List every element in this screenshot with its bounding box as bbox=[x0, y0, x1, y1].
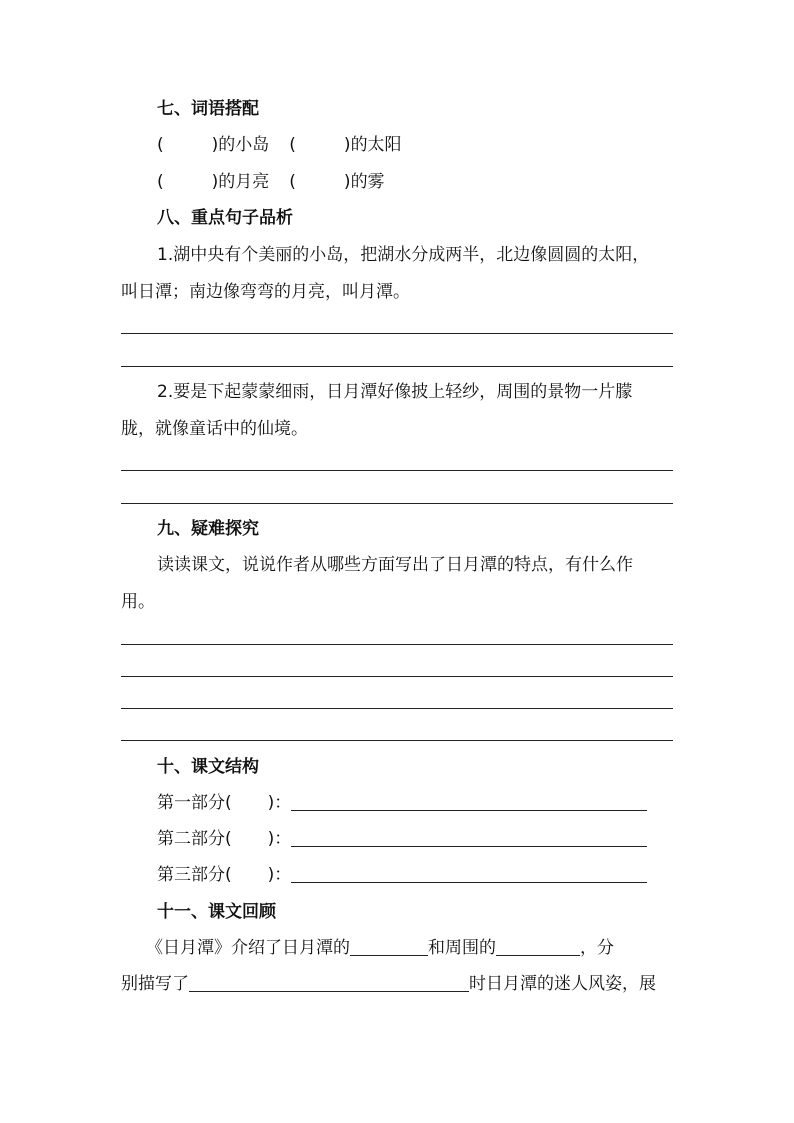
review-text: 《日月潭》介绍了日月潭的 bbox=[146, 938, 350, 958]
section-11-title: 十一、课文回顾 bbox=[157, 902, 276, 922]
answer-blank-line[interactable] bbox=[350, 937, 428, 956]
section-7-title: 七、词语搭配 bbox=[157, 99, 259, 119]
answer-blank-line[interactable] bbox=[189, 973, 469, 992]
answer-line[interactable] bbox=[121, 333, 673, 334]
paren-close: ) bbox=[211, 172, 219, 192]
section-8-title: 八、重点句子品析 bbox=[157, 208, 293, 228]
paren-open: ( bbox=[289, 135, 296, 155]
paren-open: ( bbox=[289, 172, 296, 192]
word-text: 的月亮 bbox=[218, 172, 270, 192]
paren-open: ( bbox=[157, 172, 164, 192]
word-text: 的雾 bbox=[350, 172, 385, 192]
word-match-row-1 bbox=[157, 133, 402, 157]
question-line-1: 读读课文，说说作者从哪些方面写出了日月潭的特点，有什么作 bbox=[157, 555, 633, 575]
paren-close: ) bbox=[343, 172, 351, 192]
review-text: 别描写了 bbox=[121, 974, 189, 994]
question-2-line-2: 胧，就像童话中的仙境。 bbox=[121, 419, 308, 439]
answer-blank-line[interactable] bbox=[291, 792, 647, 811]
section-10-title: 十、课文结构 bbox=[157, 757, 259, 777]
word-match-row-2 bbox=[157, 170, 385, 194]
part-label: 第二部分( bbox=[157, 829, 232, 849]
word-text: 的小岛 bbox=[218, 135, 270, 155]
review-line-2 bbox=[121, 972, 656, 996]
paren-close: ) bbox=[211, 135, 219, 155]
structure-part-1 bbox=[157, 791, 647, 815]
word-text: 的太阳 bbox=[350, 135, 402, 155]
answer-line[interactable] bbox=[121, 676, 673, 677]
paren-close: ) bbox=[343, 135, 351, 155]
paren-open: ( bbox=[157, 135, 164, 155]
answer-line[interactable] bbox=[121, 366, 673, 367]
answer-blank-line[interactable] bbox=[496, 937, 580, 956]
question-2-line-1: 2.要是下起蒙蒙细雨，日月潭好像披上轻纱，周围的景物一片朦 bbox=[157, 382, 633, 402]
answer-line[interactable] bbox=[121, 644, 673, 645]
structure-part-3 bbox=[157, 863, 647, 887]
question-line-2: 用。 bbox=[121, 592, 155, 612]
review-line-1 bbox=[146, 936, 614, 960]
review-text: 和周围的 bbox=[428, 938, 496, 958]
answer-line[interactable] bbox=[121, 708, 673, 709]
answer-line[interactable] bbox=[121, 503, 673, 504]
question-1-line-1: 1.湖中央有个美丽的小岛，把湖水分成两半，北边像圆圆的太阳， bbox=[157, 245, 650, 265]
part-close: )： bbox=[267, 865, 292, 885]
part-close: )： bbox=[267, 793, 292, 813]
review-text: 时日月潭的迷人风姿，展 bbox=[469, 974, 656, 994]
review-text: ，分 bbox=[580, 938, 614, 958]
part-label: 第一部分( bbox=[157, 793, 232, 813]
part-close: )： bbox=[267, 829, 292, 849]
question-1-line-2: 叫日潭；南边像弯弯的月亮，叫月潭。 bbox=[121, 282, 410, 302]
answer-blank-line[interactable] bbox=[291, 828, 647, 847]
section-9-title: 九、疑难探究 bbox=[157, 519, 259, 539]
answer-line[interactable] bbox=[121, 470, 673, 471]
answer-blank-line[interactable] bbox=[291, 864, 647, 883]
answer-line[interactable] bbox=[121, 740, 673, 741]
part-label: 第三部分( bbox=[157, 865, 232, 885]
structure-part-2 bbox=[157, 827, 647, 851]
